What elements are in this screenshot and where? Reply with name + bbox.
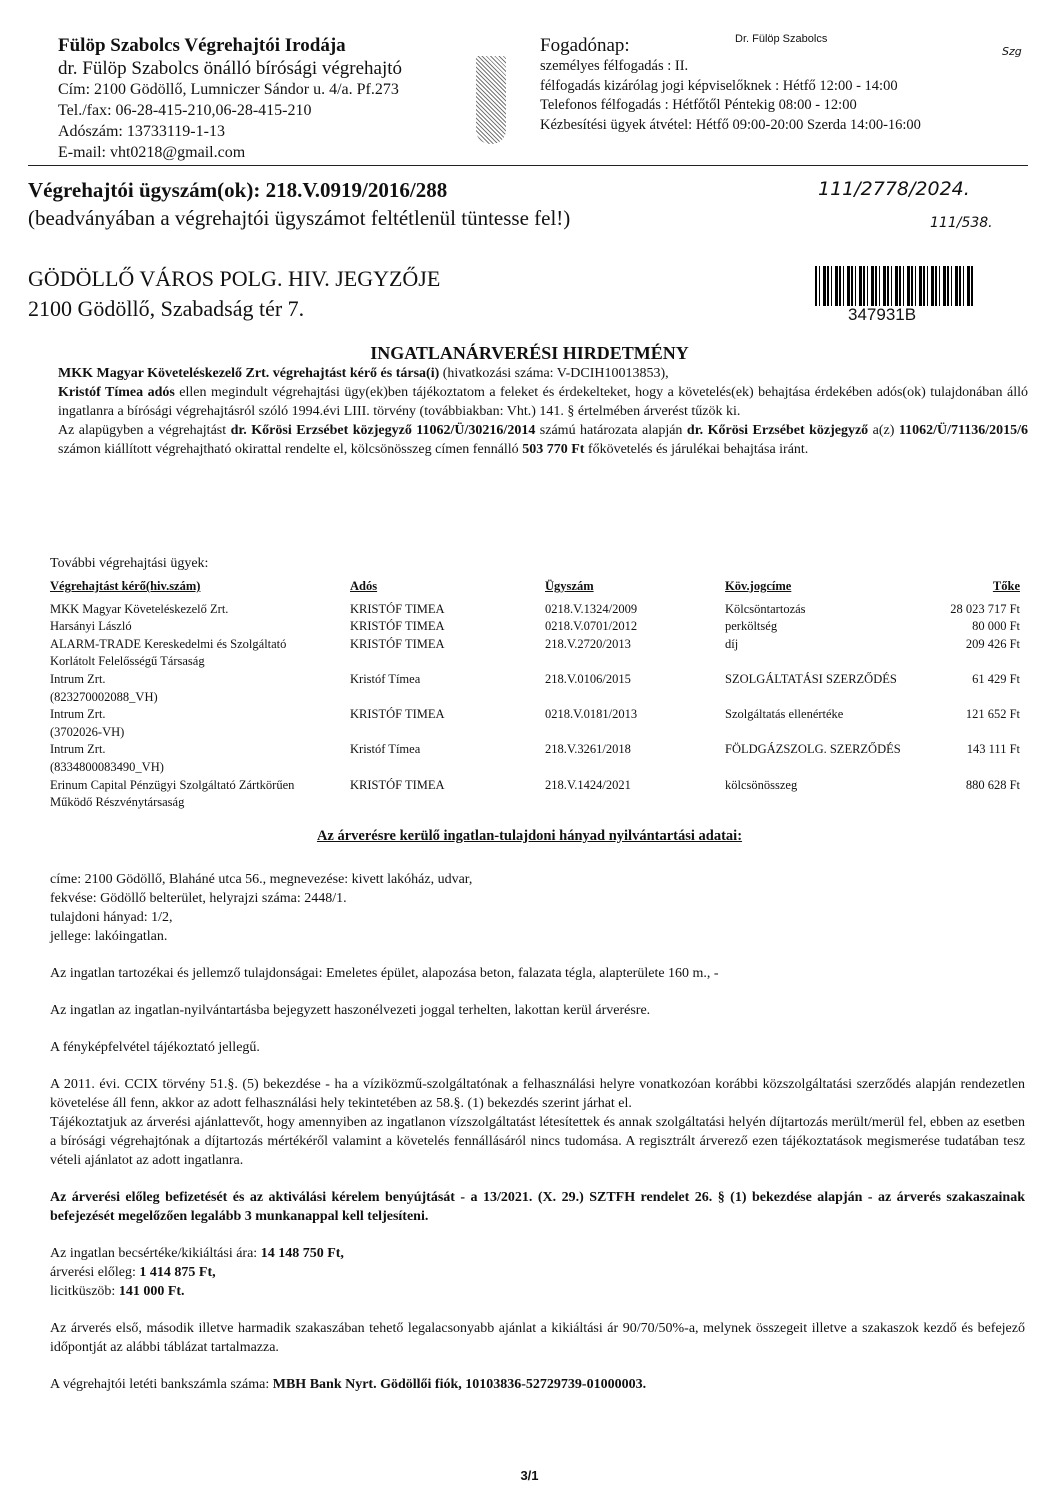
table-cell: 80 000 Ft xyxy=(972,619,1020,634)
table-cell: SZOLGÁLTATÁSI SZERZŐDÉS xyxy=(725,671,897,686)
hours-title: Fogadónap: xyxy=(540,35,630,56)
table-row xyxy=(50,653,1020,671)
table-row xyxy=(50,759,1020,777)
col-header: Köv.jogcíme xyxy=(725,579,792,593)
barcode xyxy=(815,266,975,306)
table-cell: Korlátolt Felelősségű Társaság xyxy=(50,654,205,669)
table-cell: KRISTÓF TIMEA xyxy=(350,636,445,651)
table-cell: Erinum Capital Pénzügyi Szolgáltató Zártkörűen xyxy=(50,777,295,792)
table-cell: (823270002088_VH) xyxy=(50,689,158,704)
table-cell: KRISTÓF TIMEA xyxy=(350,619,445,634)
table-cell: 121 652 Ft xyxy=(965,707,1020,722)
text: Az alapügyben a végrehajtást xyxy=(58,423,231,438)
office-address: Cím: 2100 Gödöllő, Lumniczer Sándor u. 4/a. Pf.273 xyxy=(58,81,399,98)
reference: (hivatkozási száma: V-DCIH10013853), xyxy=(439,366,669,381)
table-cell: perköltség xyxy=(725,619,778,634)
table-cell: Szolgáltatás ellenértéke xyxy=(725,707,844,722)
table-cell: 0218.V.0181/2013 xyxy=(545,707,638,722)
bank-account: MBH Bank Nyrt. Gödöllői fiók, 10103836-52729739-01000003. xyxy=(272,1377,647,1392)
handwritten-number: 111/2778/2024. xyxy=(818,178,970,200)
table-cell: Harsányi László xyxy=(50,619,132,634)
table-cell: 0218.V.0701/2012 xyxy=(545,619,638,634)
table-cell: 880 628 Ft xyxy=(965,777,1020,792)
debtor: Kristóf Tímea adós xyxy=(58,385,175,400)
deposit-rule: Az árverési előleg befizetését és az aktiválási kérelem benyújtását - a 13/2021. (X. 29.) SZTFH rendelet 26. § (1) bekezdése alapján - az árverés szakaszainak befejezését megelőzően legalább 3 munkanappal kell teljesíteni. xyxy=(50,1190,1025,1224)
intro-section xyxy=(58,364,1028,459)
property-line: címe: 2100 Gödöllő, Blaháné utca 56., megnevezése: kivett lakóház, udvar, xyxy=(50,872,473,887)
intro-text: ellen megindult végrehajtási ügy(ek)ben tájékoztatom a feleket és érdekelteket, hogy a követelés(ek) behajtása érdekében adós(ok) tulajdonában álló ingatlanra a bírósági végrehajtásról szóló 1994.évi LIII. törvény (továbbiakban: Vht.) 141. § értelmében árverést tűzök ki. xyxy=(58,385,1028,419)
bid-step: 141 000 Ft. xyxy=(118,1284,185,1299)
letterhead-right xyxy=(540,35,921,135)
signature: Szg xyxy=(1002,45,1022,58)
info-note: Tájékoztatjuk az árverési ajánlattevőt, hogy amennyiben az ingatlanon vízszolgáltatást létesítettek és annak szolgáltatási helyén díjtartozás merült/merül fel, ebben az esetben a bírósági végrehajtónak a díjtartozás mértékéről valamint a követelés fennállásáról nincs tudomása. A regisztrált árverező ezen tájékoztatások megismerése tudatában tesz vételi ajánlatot az adott ingatlanra. xyxy=(50,1115,1025,1168)
table-cell: FÖLDGÁZSZOLG. SZERZŐDÉS xyxy=(725,742,901,757)
table-row xyxy=(50,724,1020,742)
table-cell: 218.V.2720/2013 xyxy=(545,636,631,651)
table-cell: KRISTÓF TIMEA xyxy=(350,777,445,792)
col-header: Ügyszám xyxy=(545,579,594,593)
table-title: További végrehajtási ügyek: xyxy=(50,556,209,571)
col-header: Adós xyxy=(350,579,378,593)
table-cell: (3702026-VH) xyxy=(50,724,125,739)
table-cell: ALARM-TRADE Kereskedelmi és Szolgáltató xyxy=(50,636,287,651)
property-line: fekvése: Gödöllő belterület, helyrajzi száma: 2448/1. xyxy=(50,891,347,906)
text: számú határozata alapján xyxy=(535,423,687,438)
text: árverési előleg: xyxy=(50,1265,140,1280)
table-cell: (8334800083490_VH) xyxy=(50,759,164,774)
table-cell: 28 023 717 Ft xyxy=(950,601,1020,616)
creditor: MKK Magyar Követeléskezelő Zrt. végrehajtást kérő és társa(i) xyxy=(58,366,440,381)
table-cell: Kristóf Tímea xyxy=(350,742,421,757)
stamp-name: Dr. Fülöp Szabolcs xyxy=(735,33,828,45)
office-email: E-mail: vht0218@gmail.com xyxy=(58,144,246,161)
table-row xyxy=(50,706,1020,724)
text: A végrehajtói letéti bankszámla száma: xyxy=(50,1377,273,1392)
case-note: (beadványában a végrehajtói ügyszámot feltétlenül tüntesse fel!) xyxy=(28,206,571,230)
table-row xyxy=(50,618,1020,636)
text: dr. Kőrösi Erzsébet közjegyző 11062/Ü/30216/2014 xyxy=(230,423,536,438)
table-cell: 218.V.1424/2021 xyxy=(545,777,631,792)
text: a(z) xyxy=(868,423,899,438)
header-divider xyxy=(28,165,1028,166)
deposit: 1 414 875 Ft, xyxy=(139,1265,216,1280)
handwritten-number: 111/538. xyxy=(930,215,993,231)
text: 11062/Ü/71136/2015/6 xyxy=(898,423,1028,438)
text: számon kiállított végrehajtható okirattal rendelte el, kölcsönösszeg címen fennálló xyxy=(58,442,523,457)
office-name: Fülöp Szabolcs Végrehajtói Irodája xyxy=(58,35,346,56)
barcode-number: 347931B xyxy=(848,305,917,324)
hours-line: személyes félfogadás : II. xyxy=(540,58,689,74)
table-cell: MKK Magyar Követeléskezelő Zrt. xyxy=(50,601,229,616)
table-row xyxy=(50,671,1020,689)
addressee-address: 2100 Gödöllő, Szabadság tér 7. xyxy=(28,296,305,321)
claim-amount: 503 770 Ft xyxy=(522,442,585,457)
table-cell: kölcsönösszeg xyxy=(725,777,798,792)
text: licitküszöb: xyxy=(50,1284,119,1299)
table-row xyxy=(50,794,1020,812)
cases-table xyxy=(50,578,1020,812)
text: Az ingatlan becsértéke/kikiáltási ára: xyxy=(50,1246,261,1261)
law-note: A 2011. évi. CCIX törvény 51.§. (5) bekezdése - ha a víziközmű-szolgáltatónak a felhasználási helyre vonatkozóan korábbi közszolgáltatási szerződés alapján rendezetlen követelése áll fenn, akkor az adott felhasználási hely tekintetében az 58.§. (1) bekezdés szerint járhat el. xyxy=(50,1077,1025,1111)
table-cell: Intrum Zrt. xyxy=(50,707,106,722)
table-cell: Intrum Zrt. xyxy=(50,671,106,686)
table-cell: 218.V.0106/2015 xyxy=(545,671,631,686)
hours-line: Telefonos félfogadás : Hétfőtől Péntekig 08:00 - 12:00 xyxy=(540,97,857,113)
table-row xyxy=(50,636,1020,654)
table-row xyxy=(50,741,1020,759)
table-cell: 61 429 Ft xyxy=(972,671,1020,686)
table-cell: 143 111 Ft xyxy=(966,742,1020,757)
property-section xyxy=(50,870,1025,1394)
case-number: Végrehajtói ügyszám(ok): 218.V.0919/2016/288 xyxy=(28,178,448,202)
coat-of-arms-icon xyxy=(476,56,506,144)
table-row xyxy=(50,777,1020,795)
office-tax-number: Adószám: 13733119-1-13 xyxy=(58,123,225,140)
property-line: tulajdoni hányad: 1/2, xyxy=(50,910,173,925)
property-heading: Az árverésre kerülő ingatlan-tulajdoni hányad nyilvántartási adatai: xyxy=(316,828,743,844)
stages-note: Az árverés első, második illetve harmadik szakaszában tehető legalacsonyabb ajánlat a kikiáltási ár 90/70/50%-a, melynek összegeit illetve a szakaszok kezdő és befejező időpontját az alábbi táblázat tartalmazza. xyxy=(50,1321,1025,1355)
table-cell: KRISTÓF TIMEA xyxy=(350,601,445,616)
price: 14 148 750 Ft, xyxy=(260,1246,344,1261)
hours-line: Kézbesítési ügyek átvétel: Hétfő 09:00-20:00 Szerda 14:00-16:00 xyxy=(540,116,921,133)
hours-line: félfogadás kizárólag jogi képviselőknek : Hétfő 12:00 - 14:00 xyxy=(540,77,898,94)
bailiff-title: dr. Fülöp Szabolcs önálló bírósági végrehajtó xyxy=(58,58,403,79)
table-row xyxy=(50,601,1020,619)
page-number: 3/1 xyxy=(520,1468,539,1483)
office-phone: Tel./fax: 06-28-415-210,06-28-415-210 xyxy=(58,102,312,119)
letterhead-left xyxy=(58,35,402,163)
col-header: Tőke xyxy=(992,579,1020,593)
table-cell: díj xyxy=(725,636,739,651)
table-cell: 218.V.3261/2018 xyxy=(545,742,631,757)
table-cell: 209 426 Ft xyxy=(965,636,1020,651)
table-cell: Intrum Zrt. xyxy=(50,742,106,757)
document-title: INGATLANÁRVERÉSI HIRDETMÉNY xyxy=(370,343,689,363)
property-encumbrance: Az ingatlan az ingatlan-nyilvántartásba bejegyzett haszonélvezeti joggal terhelten, lakottan kerül árverésre. xyxy=(50,1003,651,1018)
table-cell: 0218.V.1324/2009 xyxy=(545,601,638,616)
table-cell: Kristóf Tímea xyxy=(350,671,421,686)
property-line: jellege: lakóingatlan. xyxy=(50,929,168,944)
property-features: Az ingatlan tartozékai és jellemző tulajdonságai: Emeletes épület, alapozása beton, falazata tégla, alapterülete 160 m., - xyxy=(50,966,719,981)
table-row xyxy=(50,689,1020,707)
photo-note: A fényképfelvétel tájékoztató jellegű. xyxy=(50,1040,260,1055)
table-cell: KRISTÓF TIMEA xyxy=(350,707,445,722)
col-header: Végrehajtást kérő(hiv.szám) xyxy=(50,579,201,593)
table-cell: Működő Részvénytársaság xyxy=(50,795,185,810)
table-header xyxy=(50,578,1020,596)
addressee-name: GÖDÖLLŐ VÁROS POLG. HIV. JEGYZŐJE xyxy=(28,266,441,291)
text: főkövetelés és járulékai behajtása iránt. xyxy=(584,442,809,457)
table-cell: Kölcsöntartozás xyxy=(725,601,806,616)
text: dr. Kőrösi Erzsébet közjegyző xyxy=(686,423,869,438)
